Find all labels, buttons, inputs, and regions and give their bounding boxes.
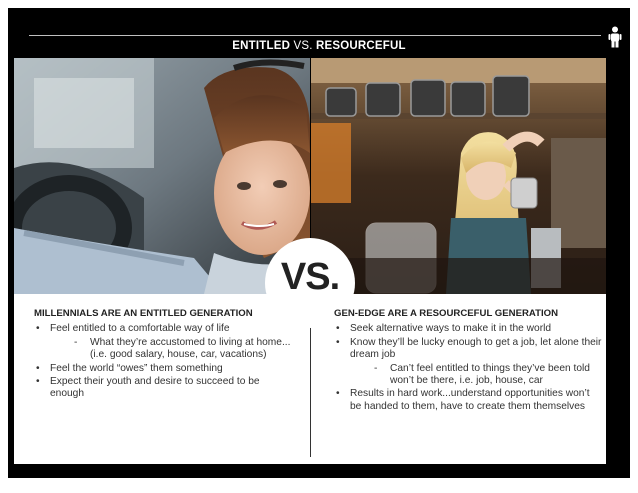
entitled-heading: MILLENNIALS ARE AN ENTITLED GENERATION bbox=[34, 308, 253, 319]
list-item: • Expect their youth and desire to succeed to be enough bbox=[34, 376, 294, 401]
list-subitem: - What they’re accustomed to living at home... (i.e. good salary, house, car, vacations) bbox=[34, 337, 294, 362]
list-subitem: - Can’t feel entitled to things they’ve been told won’t be there, i.e. job, house, car bbox=[334, 363, 602, 388]
list-item: • Seek alternative ways to make it in the world bbox=[334, 323, 602, 335]
resourceful-heading: GEN-EDGE ARE A RESOURCEFUL GENERATION bbox=[334, 308, 559, 319]
list-item: • Feel entitled to a comfortable way of life bbox=[34, 323, 294, 335]
top-rule bbox=[29, 35, 601, 36]
person-icon bbox=[608, 26, 622, 48]
resourceful-list bbox=[334, 323, 602, 413]
slide-title bbox=[8, 40, 630, 52]
list-item: • Feel the world “owes” them something bbox=[34, 363, 294, 375]
photo-barista bbox=[311, 58, 606, 294]
entitled-column bbox=[34, 308, 294, 402]
title-vs: VS. bbox=[290, 40, 317, 52]
entitled-list bbox=[34, 323, 294, 400]
title-entitled: ENTITLED bbox=[232, 40, 291, 52]
vs-label: VS. bbox=[280, 256, 340, 298]
resourceful-column bbox=[334, 308, 602, 414]
list-item: • Know they’ll be lucky enough to get a job, let alone their dream job bbox=[334, 337, 602, 362]
title-resourceful: RESOURCEFUL bbox=[316, 40, 406, 52]
list-item: • Results in hard work...understand opportunities won’t be handed to them, have to create them themselves bbox=[334, 388, 602, 413]
